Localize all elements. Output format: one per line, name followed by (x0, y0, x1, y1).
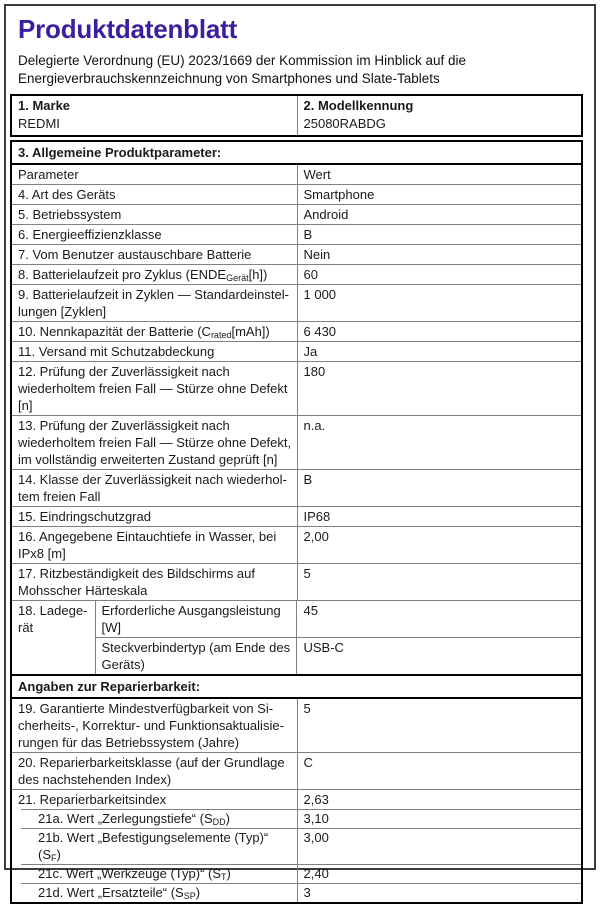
table-row (12, 361, 581, 415)
row-sublabel: Erforderliche Ausgangsleistung [W] (95, 601, 297, 637)
table-row (12, 284, 581, 321)
table-row (12, 526, 581, 563)
row-value: Ja (297, 342, 582, 361)
page-subtitle: Delegierte Verordnung (EU) 2023/1669 der Kommission im Hinblick auf die Energieverbrauchskennzeichnung von Smartphones und Slate-Tablets (18, 53, 466, 86)
row-value: 5 (297, 564, 582, 600)
table-row (12, 563, 581, 600)
row-label: 8. Batterielaufzeit pro Zyklus $(ENDE_{Gerät}[h])$ (18, 267, 268, 283)
row-value: 5 (297, 699, 582, 752)
row-label: 10. Nennkapazität der Batterie $(C_{rated}[mAh])$ (18, 324, 270, 340)
row-label: 16. Angegebene Eintauchtiefe in Wasser, bei IPx8 [m] (18, 529, 277, 561)
row-label: 20. Reparierbarkeitsklasse (auf der Grundlage des nachstehenden Index) (18, 755, 285, 787)
row-value: n.a. (297, 416, 582, 469)
row-label: 21. Reparierbarkeitsindex (18, 792, 167, 807)
table-row (12, 469, 581, 506)
section-header: Angaben zur Reparierbarkeit: (12, 674, 581, 699)
table-row (12, 341, 581, 361)
row-label: 7. Vom Benutzer austauschbare Batterie (18, 247, 252, 262)
row-value: Nein (297, 245, 582, 264)
brand-value: REDMI (18, 116, 60, 131)
row-value: 45 (296, 601, 581, 637)
document-page-frame (4, 4, 596, 901)
subscript-text: DD (212, 817, 226, 827)
row-label: 13. Prüfung der Zuverlässigkeit nach wiederholtem freien Fall — Stürze ohne Defekt, im vollständig erweiterten Zustand geprüft [n] (18, 418, 292, 467)
row-value: B (297, 470, 582, 506)
subscript-text: SP (183, 891, 196, 901)
row-value: 2,63 (297, 790, 582, 809)
section-header: 3. Allgemeine Produktparameter: (12, 142, 581, 165)
table-row (12, 321, 581, 341)
brand-label: 1. Marke (18, 98, 71, 113)
row-label: 12. Prüfung der Zuverlässigkeit nach wiederholtem freien Fall — Stürze ohne Defekt [n] (18, 364, 288, 413)
row-label: 14. Klasse der Zuverlässigkeit nach wiederholtem freien Fall (18, 472, 287, 504)
table-row (12, 165, 581, 184)
table-row (12, 864, 581, 883)
row-label: 17. Ritzbeständigkeit des Bildschirms auf Mohsscher Härteskala (18, 566, 256, 598)
row-value: C (297, 753, 582, 789)
document-header (18, 14, 583, 88)
parameters-table (10, 140, 583, 904)
row-value: 1 000 (297, 285, 582, 321)
subscript-text: Gerät (226, 273, 249, 283)
table-row (12, 244, 581, 264)
row-label: 21c. Wert „Werkzeuge (Typ)“ $(S_T)$ (38, 866, 231, 882)
row-label: 15. Eindringschutzgrad (18, 509, 151, 524)
table-row (12, 883, 581, 902)
row-value: Wert (297, 165, 582, 184)
row-value: IP68 (297, 507, 582, 526)
row-label: 4. Art des Geräts (18, 187, 116, 202)
row-label: 18. Ladege- rät (18, 603, 88, 635)
row-label: 21b. Wert „Befestigungselemente (Typ)“ $(S_F)$ (38, 830, 269, 863)
table-row (12, 789, 581, 809)
row-value: 60 (297, 265, 582, 284)
row-value: B (297, 225, 582, 244)
subscript-text: F (51, 853, 57, 863)
page-title: Produktdatenblatt (18, 14, 238, 44)
row-value: 3,10 (297, 809, 582, 828)
brand-cell (12, 96, 297, 135)
table-row (12, 828, 581, 864)
row-value: Smartphone (297, 185, 582, 204)
charger-group-row (12, 600, 581, 674)
row-value: 2,40 (297, 864, 582, 883)
table-row (12, 752, 581, 789)
row-label: 9. Batterielaufzeit in Zyklen — Standardeinstellungen [Zyklen] (18, 287, 289, 319)
table-row (12, 264, 581, 284)
table-row (12, 204, 581, 224)
row-label: 5. Betriebssystem (18, 207, 122, 222)
model-label: 2. Modellkennung (303, 98, 414, 113)
row-label: 19. Garantierte Mindestverfügbarkeit von Sicherheits-, Korrektur- und Funktionsaktualisierungen für das Betriebssystem (Jahre) (18, 701, 284, 750)
table-row (12, 809, 581, 828)
table-row (12, 415, 581, 469)
row-label: 21a. Wert „Zerlegungstiefe“ $(S_{DD})$ (38, 811, 230, 827)
table-row (12, 699, 581, 752)
subscript-text: rated (210, 330, 232, 340)
row-value: USB-C (296, 637, 581, 674)
row-value: Android (297, 205, 582, 224)
model-value: 25080RABDG (303, 116, 386, 131)
model-cell (297, 96, 582, 135)
subscript-text: T (221, 872, 227, 882)
row-label: 11. Versand mit Schutzabdeckung (18, 344, 215, 359)
brand-model-table (10, 94, 583, 137)
row-value: 6 430 (297, 322, 582, 341)
row-label: 21d. Wert „Ersatzteile“ $(S_{SP})$ (38, 885, 201, 901)
row-value: 2,00 (297, 527, 582, 563)
table-row (12, 506, 581, 526)
row-sublabel: Steckverbindertyp (am Ende des Geräts) (95, 637, 297, 674)
row-label: Parameter (18, 167, 79, 182)
table-row (12, 224, 581, 244)
row-value: 180 (297, 362, 582, 415)
row-value: 3 (297, 883, 582, 902)
row-label: 6. Energieeffizienzklasse (18, 227, 162, 242)
table-row (12, 184, 581, 204)
row-value: 3,00 (297, 828, 582, 864)
